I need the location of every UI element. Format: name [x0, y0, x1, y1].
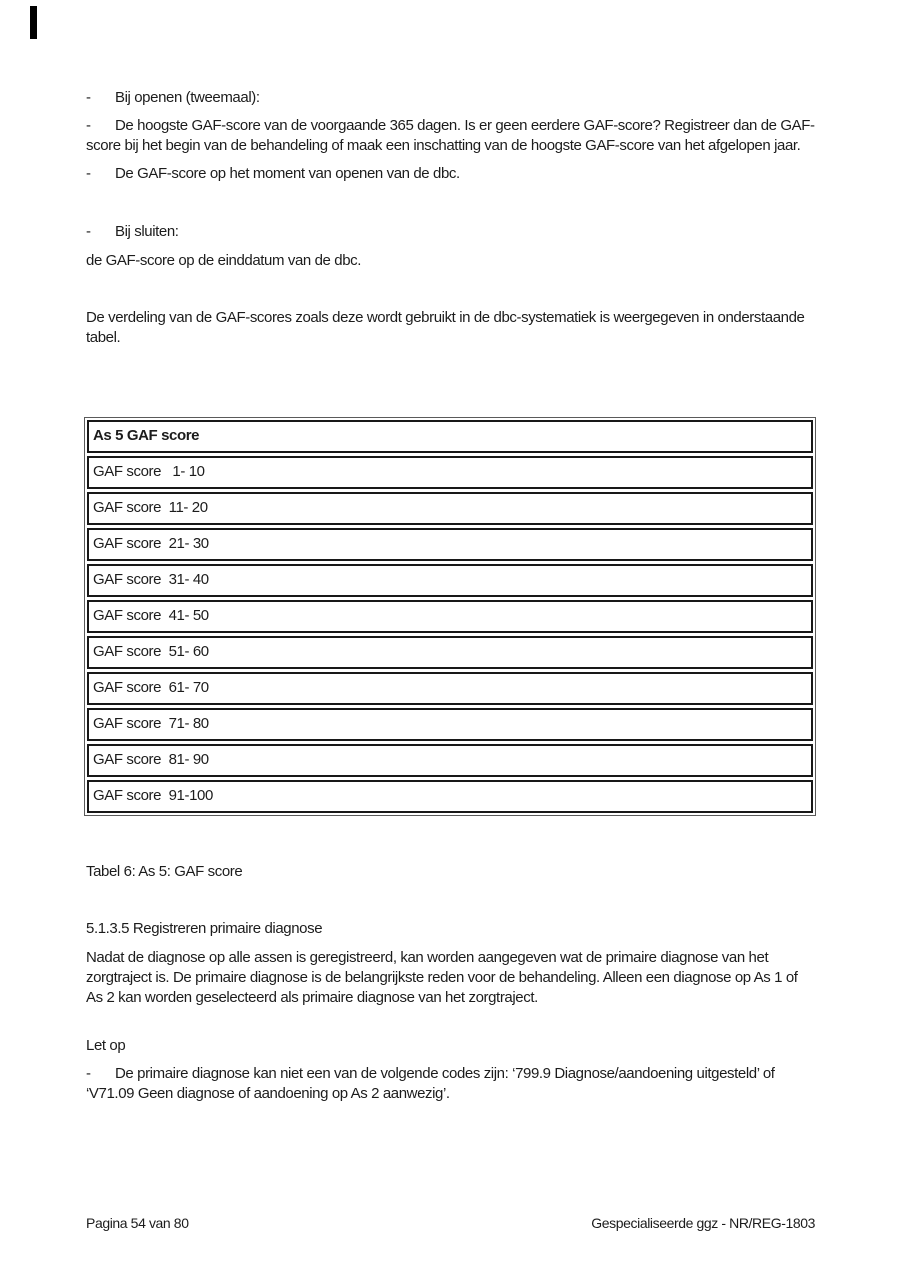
scan-artifact-mark — [30, 6, 37, 39]
table-caption: Tabel 6: As 5: GAF score — [86, 863, 243, 880]
table-row: GAF score 91-100 — [87, 780, 813, 813]
bullet-dash: - — [86, 117, 91, 134]
table-row: GAF score 1- 10 — [87, 456, 813, 489]
bullet-text: Bij openen (tweemaal): — [115, 89, 260, 106]
table-row: GAF score 41- 50 — [87, 600, 813, 633]
section-paragraph: Nadat de diagnose op alle assen is geregistreerd, kan worden aangegeven wat de primaire diagnose van het zorgtraject is. De primaire diagnose is de belangrijkste reden voor de behandeling. Alleen een diagnose op As 1 of As 2 kan worden geselecteerd als primaire diagnose van het zorgtraject. — [86, 949, 798, 1006]
bullet-bij-sluiten — [86, 222, 815, 242]
bullet-hoogste-gaf-score — [86, 116, 815, 156]
table-row: GAF score 31- 40 — [87, 564, 813, 597]
paragraph-einddatum: de GAF-score op de einddatum van de dbc. — [86, 252, 362, 269]
table-row: GAF score 51- 60 — [87, 636, 813, 669]
table-row: GAF score 81- 90 — [87, 744, 813, 777]
bullet-letop-codes — [86, 1064, 815, 1104]
table-row: GAF score 71- 80 — [87, 708, 813, 741]
bullet-text: De GAF-score op het moment van openen van de dbc. — [115, 165, 460, 182]
table-row: GAF score 21- 30 — [87, 528, 813, 561]
bullet-text: De hoogste GAF-score van de voorgaande 365 dagen. Is er geen eerdere GAF-score? Registreer dan de GAF-score bij het begin van de behandeling of maak een inschatting van de hoogste GAF-score van het afgelopen jaar. — [86, 117, 815, 154]
bullet-bij-openen — [86, 88, 815, 108]
paragraph-table-intro: De verdeling van de GAF-scores zoals deze wordt gebruikt in de dbc-systematiek is weergegeven in onderstaande tabel. — [86, 309, 805, 346]
footer-page-number: Pagina 54 van 80 — [86, 1215, 189, 1231]
footer-document-code: Gespecialiseerde ggz - NR/REG-1803 — [591, 1215, 815, 1231]
bullet-text: Bij sluiten: — [115, 223, 179, 240]
bullet-dash: - — [86, 165, 91, 182]
table-row: GAF score 61- 70 — [87, 672, 813, 705]
table-row: GAF score 11- 20 — [87, 492, 813, 525]
bullet-dash: - — [86, 89, 91, 106]
gaf-score-table — [84, 417, 816, 816]
bullet-dash: - — [86, 1065, 91, 1082]
page-content — [86, 88, 815, 1104]
bullet-gaf-score-moment-openen — [86, 164, 815, 184]
bullet-text: De primaire diagnose kan niet een van de volgende codes zijn: ‘799.9 Diagnose/aandoening uitgesteld’ of ‘V71.09 Geen diagnose of aandoening op As 2 aanwezig’. — [86, 1065, 775, 1102]
letop-label: Let op — [86, 1037, 126, 1054]
page-footer — [86, 1214, 815, 1232]
bullet-dash: - — [86, 223, 91, 240]
section-heading: 5.1.3.5 Registreren primaire diagnose — [86, 920, 323, 937]
table-header-row: As 5 GAF score — [87, 420, 813, 453]
